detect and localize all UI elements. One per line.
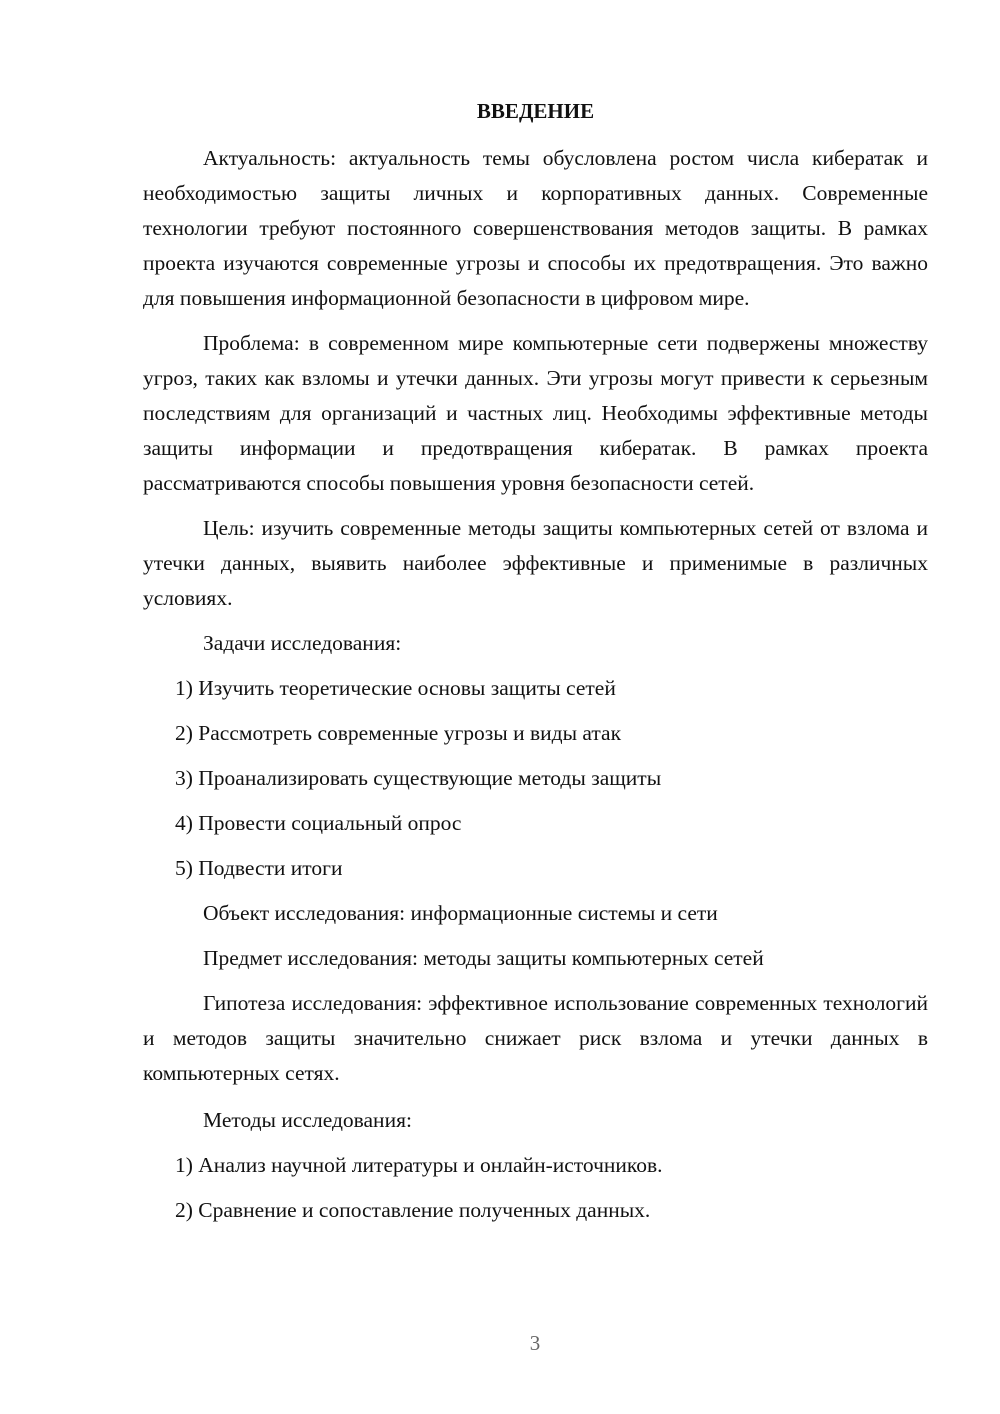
hypothesis-paragraph: Гипотеза исследования: эффективное использование современных технологий и методов защиты значительно снижает риск взлома и утечки данных в компьютерных сетях.	[143, 991, 928, 1085]
relevance-paragraph: Актуальность: актуальность темы обусловлена ростом числа кибератак и необходимостью защиты личных и корпоративных данных. Современные технологии требуют постоянного совершенствования методов защиты. В рамках проекта изучаются современные угрозы и способы их предотвращения. Это важно для повышения информационной безопасности в цифровом мире.	[143, 146, 928, 310]
subject-line: Предмет исследования: методы защиты компьютерных сетей	[203, 946, 764, 970]
section-title: ВВЕДЕНИЕ	[476, 99, 595, 123]
tasks-heading: Задачи исследования:	[203, 631, 402, 655]
task-item-1: 1) Изучить теоретические основы защиты сетей	[175, 676, 616, 700]
task-item-3: 3) Проанализировать существующие методы защиты	[175, 766, 662, 790]
page-number: 3	[529, 1331, 541, 1355]
page-content	[143, 94, 928, 1238]
method-item-2: 2) Сравнение и сопоставление полученных данных.	[175, 1198, 651, 1222]
object-line: Объект исследования: информационные системы и сети	[203, 901, 718, 925]
methods-heading: Методы исследования:	[203, 1108, 412, 1132]
problem-paragraph: Проблема: в современном мире компьютерные сети подвержены множеству угроз, таких как взломы и утечки данных. Эти угрозы могут привести к серьезным последствиям для организаций и частных лиц. Необходимы эффективные методы защиты информации и предотвращения кибератак. В рамках проекта рассматриваются способы повышения уровня безопасности сетей.	[143, 331, 928, 495]
goal-paragraph: Цель: изучить современные методы защиты компьютерных сетей от взлома и утечки данных, выявить наиболее эффективные и применимые в различных условиях.	[143, 516, 928, 610]
task-item-2: 2) Рассмотреть современные угрозы и виды атак	[175, 721, 622, 745]
method-item-1: 1) Анализ научной литературы и онлайн-источников.	[175, 1153, 663, 1177]
task-item-5: 5) Подвести итоги	[175, 856, 343, 880]
task-item-4: 4) Провести социальный опрос	[175, 811, 462, 835]
